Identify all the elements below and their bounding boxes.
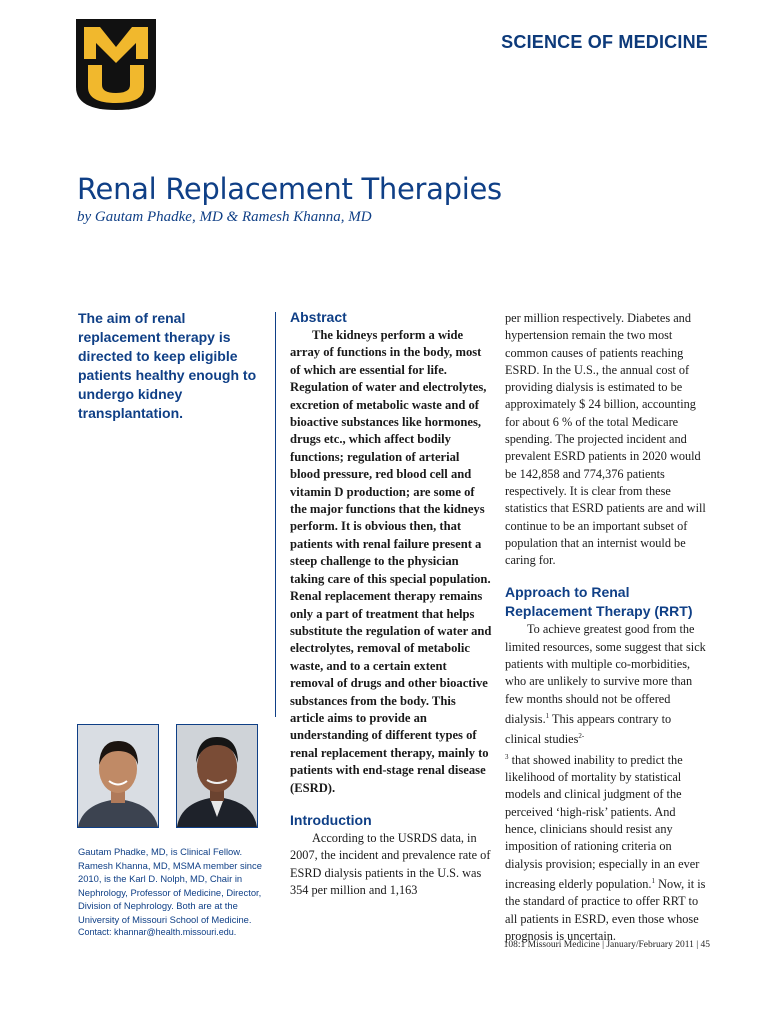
footer-separator: | [696,940,701,950]
rrt-paragraph: To achieve greatest good from the limited resources, some suggest that sick patients with multiple co-morbidities, who are unlikely to survive more than few months should not be offered dialysis.$^1$ This appears contrary to clinical studies$^{2-}$ $^3$ that showed inability to predict the likelihood of mortality by statistical models and clinical judgment of the perceived ‘high-risk’ patients. And hence, clinicians should resist any imposition of rationing criteria on dialysis provision; especially in an ever increasing elderly population.$^1$ Now, it is the standard of practice to offer RRT to all patients in ESRD, even those whose prognosis is uncertain. [505,622,706,943]
page-number: 45 [700,940,710,950]
author-caption [78,845,278,940]
author-bio: Gautam Phadke, MD, is Clinical Fellow. Ramesh Khanna, MD, MSMA member since 2010, is the Karl D. Nolph, MD, Chair in Nephrology, Professor of Medicine, Director, Division of Nephrology. Both are at the University of Missouri School of Medicine. [78,846,262,925]
abstract-heading: Abstract [290,309,347,325]
rrt-heading: Approach to Renal Replacement Therapy (RRT) [505,584,693,620]
author-photo-khanna [176,724,258,828]
abstract-text: The kidneys perform a wide array of functions in the body, most of which are essential for life. Regulation of water and electrolytes, excretion of metabolic waste and of bioactive substances like hormones, drugs etc., which affect bodily functions; regulation of arterial blood pressure, red blood cell and vitamin D production; are some of the major functions that the kidneys perform. It is obvious then, that patients with renal failure present a steep challenge to the physician taking care of this special population. Renal replacement therapy remains only a part of treatment that helps substitute the regulation of water and electrolytes, removal of metabolic waste, and to a certain extent removal of drugs and other bioactive substances from the body. This article aims to provide an understanding of different types of renal replacement therapy, mainly to patients with end-stage renal disease (ESRD). [290,328,492,795]
section-label: SCIENCE OF MEDICINE [501,32,708,52]
footer-separator: | [602,940,607,950]
university-logo-icon [76,19,156,110]
introduction-heading: Introduction [290,811,372,828]
pull-quote: The aim of renal replacement therapy is directed to keep eligible patients healthy enough to undergo kidney transplantation. [78,310,257,421]
footer-date: January/February 2011 [606,940,694,950]
column-abstract [290,308,492,899]
column-main [505,310,708,945]
contact-email[interactable]: Contact: khannar@health.missouri.edu. [78,927,237,937]
author-photo-phadke [77,724,159,828]
column-divider [275,312,276,717]
article-title: Renal Replacement Therapies [77,172,502,206]
page-footer [504,940,710,950]
introduction-text: According to the USRDS data, in 2007, the incident and prevalence rate of ESRD dialysis patients in the U.S. was 354 per million and 1,163 [290,830,491,897]
byline: by Gautam Phadke, MD & Ramesh Khanna, MD [77,209,372,225]
footer-issue: 108:1 Missouri Medicine [503,940,600,950]
statistics-paragraph: per million respectively. Diabetes and hypertension remain the two most common causes of patients reaching ESRD. In the U.S., the annual cost of providing dialysis is estimated to be approximately $ 24 billion, accounting for about 6 % of the total Medicare spending. The projected incident and prevalent ESRD patients in 2020 would be 142,858 and 774,376 patients respectively. It is clear from these statistics that ESRD patients are and will continue to be an important subset of population that an internist would be caring for. [505,311,706,568]
